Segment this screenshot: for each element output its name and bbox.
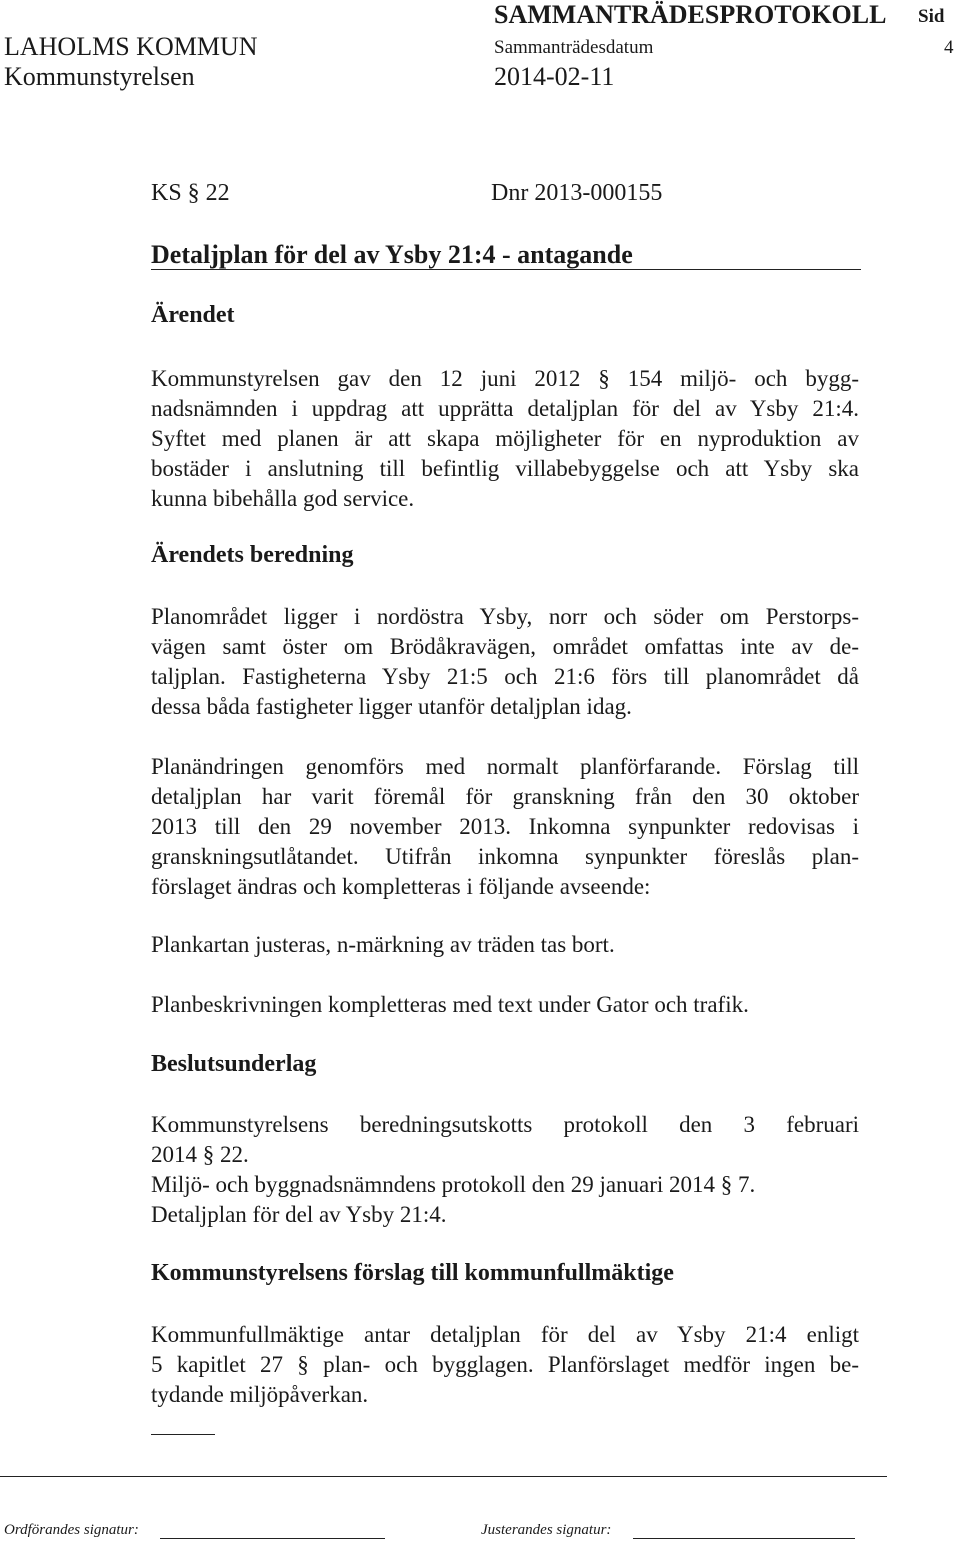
text-line: Miljö- och byggnadsnämndens protokoll den 29 januari 2014 § 7. (151, 1172, 756, 1197)
beslutsunderlag-text (151, 1110, 859, 1230)
beredning-paragraph-3 (151, 930, 859, 960)
text-line: granskningsutlåtandet. Utifrån inkomna synpunkter föreslås plan- (151, 844, 859, 869)
text-line: Kommunstyrelsens beredningsutskotts protokoll den 3 februari (151, 1112, 859, 1137)
text-line: taljplan. Fastigheterna Ysby 21:5 och 21:6 förs till planområdet då (151, 664, 859, 689)
meeting-date: 2014-02-11 (494, 62, 615, 91)
arendet-text (151, 364, 859, 514)
beredning-paragraph-2 (151, 752, 859, 902)
section-end-line (151, 1434, 215, 1435)
text-line: detaljplan har varit föremål för granskning från den 30 oktober (151, 784, 859, 809)
text-line: 5 kapitlet 27 § plan- och bygglagen. Planförslaget medför ingen be- (151, 1352, 859, 1377)
text-line: kunna bibehålla god service. (151, 486, 415, 511)
page-label: Sid (918, 6, 945, 27)
case-dnr: Dnr 2013-000155 (491, 180, 663, 206)
footer-divider (0, 1476, 887, 1477)
page-title: Detaljplan för del av Ysby 21:4 - antagande (151, 240, 633, 269)
page-number: 4 (944, 37, 954, 58)
text-line: Plankartan justeras, n-märkning av träden tas bort. (151, 932, 615, 957)
date-label: Sammanträdesdatum (494, 37, 654, 58)
section-heading-arendet: Ärendet (151, 302, 235, 328)
adjuster-signature-line (633, 1538, 855, 1539)
text-line: Syftet med planen är att skapa möjligheter för en nyproduktion av (151, 426, 859, 451)
text-line: förslaget ändras och kompletteras i följande avseende: (151, 874, 651, 899)
beredning-paragraph-4 (151, 990, 859, 1020)
text-line: Detaljplan för del av Ysby 21:4. (151, 1202, 447, 1227)
organization-name: LAHOLMS KOMMUN (4, 32, 258, 61)
text-line: Planområdet ligger i nordöstra Ysby, norr och söder om Perstorps- (151, 604, 859, 629)
beredning-paragraph-1 (151, 602, 859, 722)
chair-signature-line (160, 1538, 385, 1539)
text-line: dessa båda fastigheter ligger utanför detaljplan idag. (151, 694, 632, 719)
text-line: bostäder i anslutning till befintlig villabebyggelse och att Ysby ska (151, 456, 859, 481)
text-line: tydande miljöpåverkan. (151, 1382, 369, 1407)
title-underline (151, 269, 861, 270)
section-heading-beslutsunderlag: Beslutsunderlag (151, 1051, 317, 1077)
section-heading-beredning: Ärendets beredning (151, 542, 354, 568)
text-line: Planbeskrivningen kompletteras med text under Gator och trafik. (151, 992, 749, 1017)
text-line: 2013 till den 29 november 2013. Inkomna synpunkter redovisas i (151, 814, 859, 839)
chair-signature-label: Ordförandes signatur: (4, 1522, 139, 1538)
document-type: SAMMANTRÄDESPROTOKOLL (494, 0, 887, 29)
text-line: vägen samt öster om Brödåkravägen, området omfattas inte av de- (151, 634, 859, 659)
section-heading-forslag: Kommunstyrelsens förslag till kommunfullmäktige (151, 1260, 674, 1286)
committee-name: Kommunstyrelsen (4, 62, 195, 91)
forslag-text (151, 1320, 859, 1410)
adjuster-signature-label: Justerandes signatur: (481, 1522, 612, 1538)
text-line: 2014 § 22. (151, 1142, 249, 1167)
text-line: Kommunfullmäktige antar detaljplan för del av Ysby 21:4 enligt (151, 1322, 859, 1347)
text-line: nadsnämnden i uppdrag att upprätta detaljplan för del av Ysby 21:4. (151, 396, 859, 421)
text-line: Planändringen genomförs med normalt planförfarande. Förslag till (151, 754, 859, 779)
text-line: Kommunstyrelsen gav den 12 juni 2012 § 154 miljö- och bygg- (151, 366, 859, 391)
case-number: KS § 22 (151, 180, 230, 206)
